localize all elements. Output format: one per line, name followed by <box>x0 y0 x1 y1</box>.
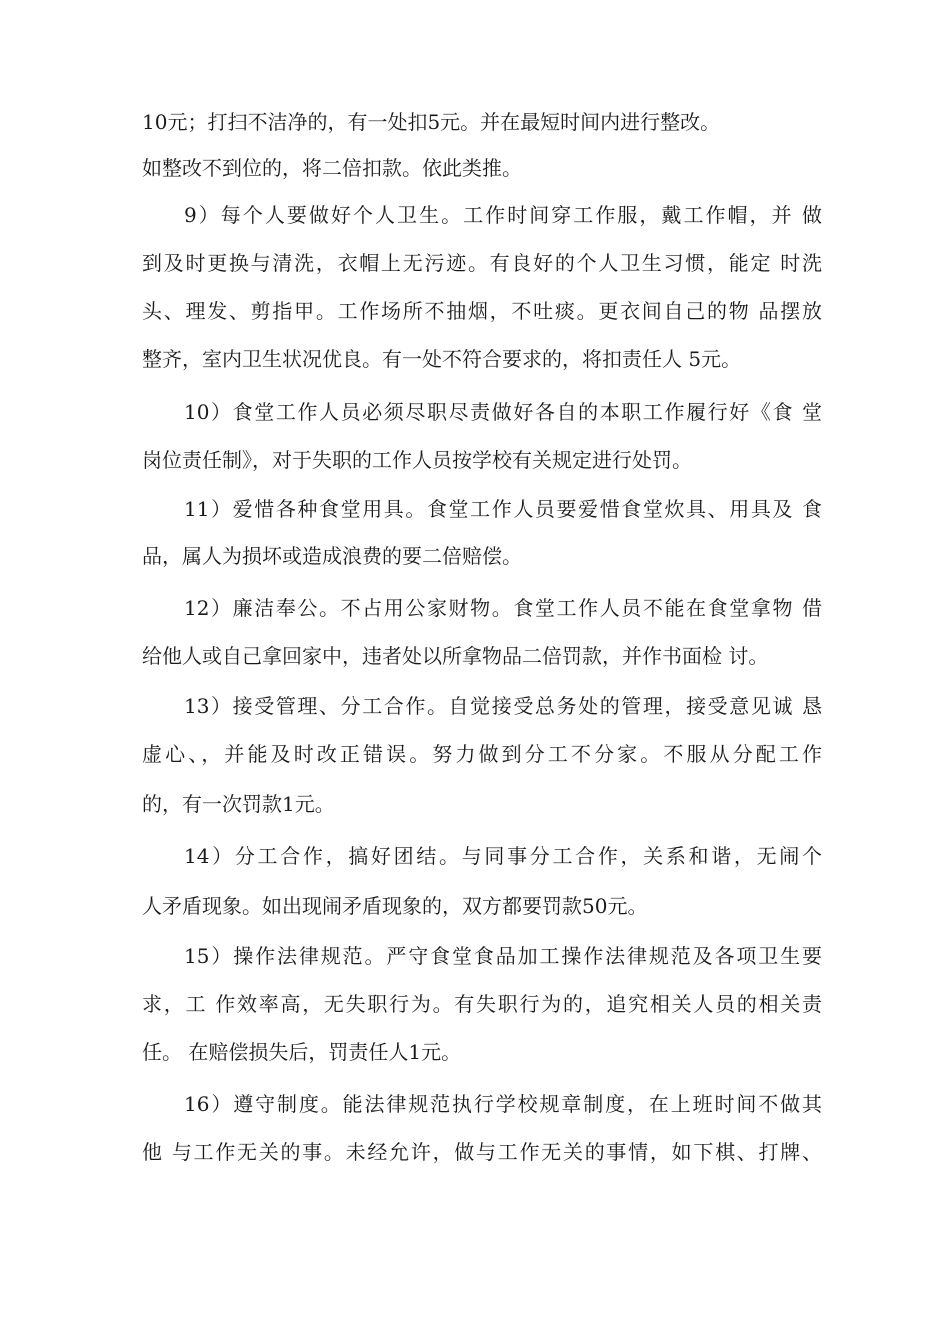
text-line: 他 与工作无关的事。未经允许，做与工作无关的事情，如下棋、打牌、 <box>142 1140 822 1164</box>
text-line: 整齐，室内卫生状况优良。有一处不符合要求的，将扣责任人 5元。 <box>142 347 742 371</box>
text-line: 10元；打扫不洁净的，有一处扣5元。并在最短时间内进行整改。 <box>142 110 721 134</box>
text-line: 任。 在赔偿损失后，罚责任人1元。 <box>142 1040 462 1064</box>
text-line: 15）操作法律规范。严守食堂食品加工操作法律规范及各项卫生要 <box>184 944 822 968</box>
text-line: 11）爱惜各种食堂用具。食堂工作人员要爱惜食堂炊具、用具及 食 <box>184 497 822 521</box>
text-line: 12）廉洁奉公。不占用公家财物。食堂工作人员不能在食堂拿物 借 <box>184 596 822 620</box>
text-line: 到及时更换与清洗，衣帽上无污迹。有良好的个人卫生习惯，能定 时洗 <box>142 251 822 275</box>
text-line: 人矛盾现象。如出现闹矛盾现象的，双方都要罚款50元。 <box>142 894 648 918</box>
text-line: 的，有一次罚款1元。 <box>142 792 335 816</box>
text-line: 13）接受管理、分工合作。自觉接受总务处的管理，接受意见诚 恳 <box>184 694 822 718</box>
text-line: 10）食堂工作人员必须尽职尽责做好各自的本职工作履行好《食 堂 <box>184 400 822 424</box>
text-line: 虚心、，并能及时改正错误。努力做到分工不分家。不服从分配工作 <box>142 742 822 766</box>
text-line: 给他人或自己拿回家中，违者处以所拿物品二倍罚款，并作书面检 讨。 <box>142 644 769 668</box>
text-line: 9）每个人要做好个人卫生。工作时间穿工作服，戴工作帽，并 做 <box>184 203 822 227</box>
text-line: 14）分工合作，搞好团结。与同事分工合作，关系和谐，无闹个 <box>184 844 822 868</box>
text-line: 头、理发、剪指甲。工作场所不抽烟，不吐痰。更衣间自己的物 品摆放 <box>142 299 822 323</box>
text-line: 求，工 作效率高，无失职行为。有失职行为的，追究相关人员的相关责 <box>142 992 822 1016</box>
text-line: 品，属人为损坏或造成浪费的要二倍赔偿。 <box>142 544 522 568</box>
text-line: 岗位责任制》，对于失职的工作人员按学校有关规定进行处罚。 <box>142 448 692 472</box>
text-line: 16）遵守制度。能法律规范执行学校规章制度，在上班时间不做其 <box>184 1092 822 1116</box>
text-line: 如整改不到位的，将二倍扣款。依此类推。 <box>142 156 522 180</box>
